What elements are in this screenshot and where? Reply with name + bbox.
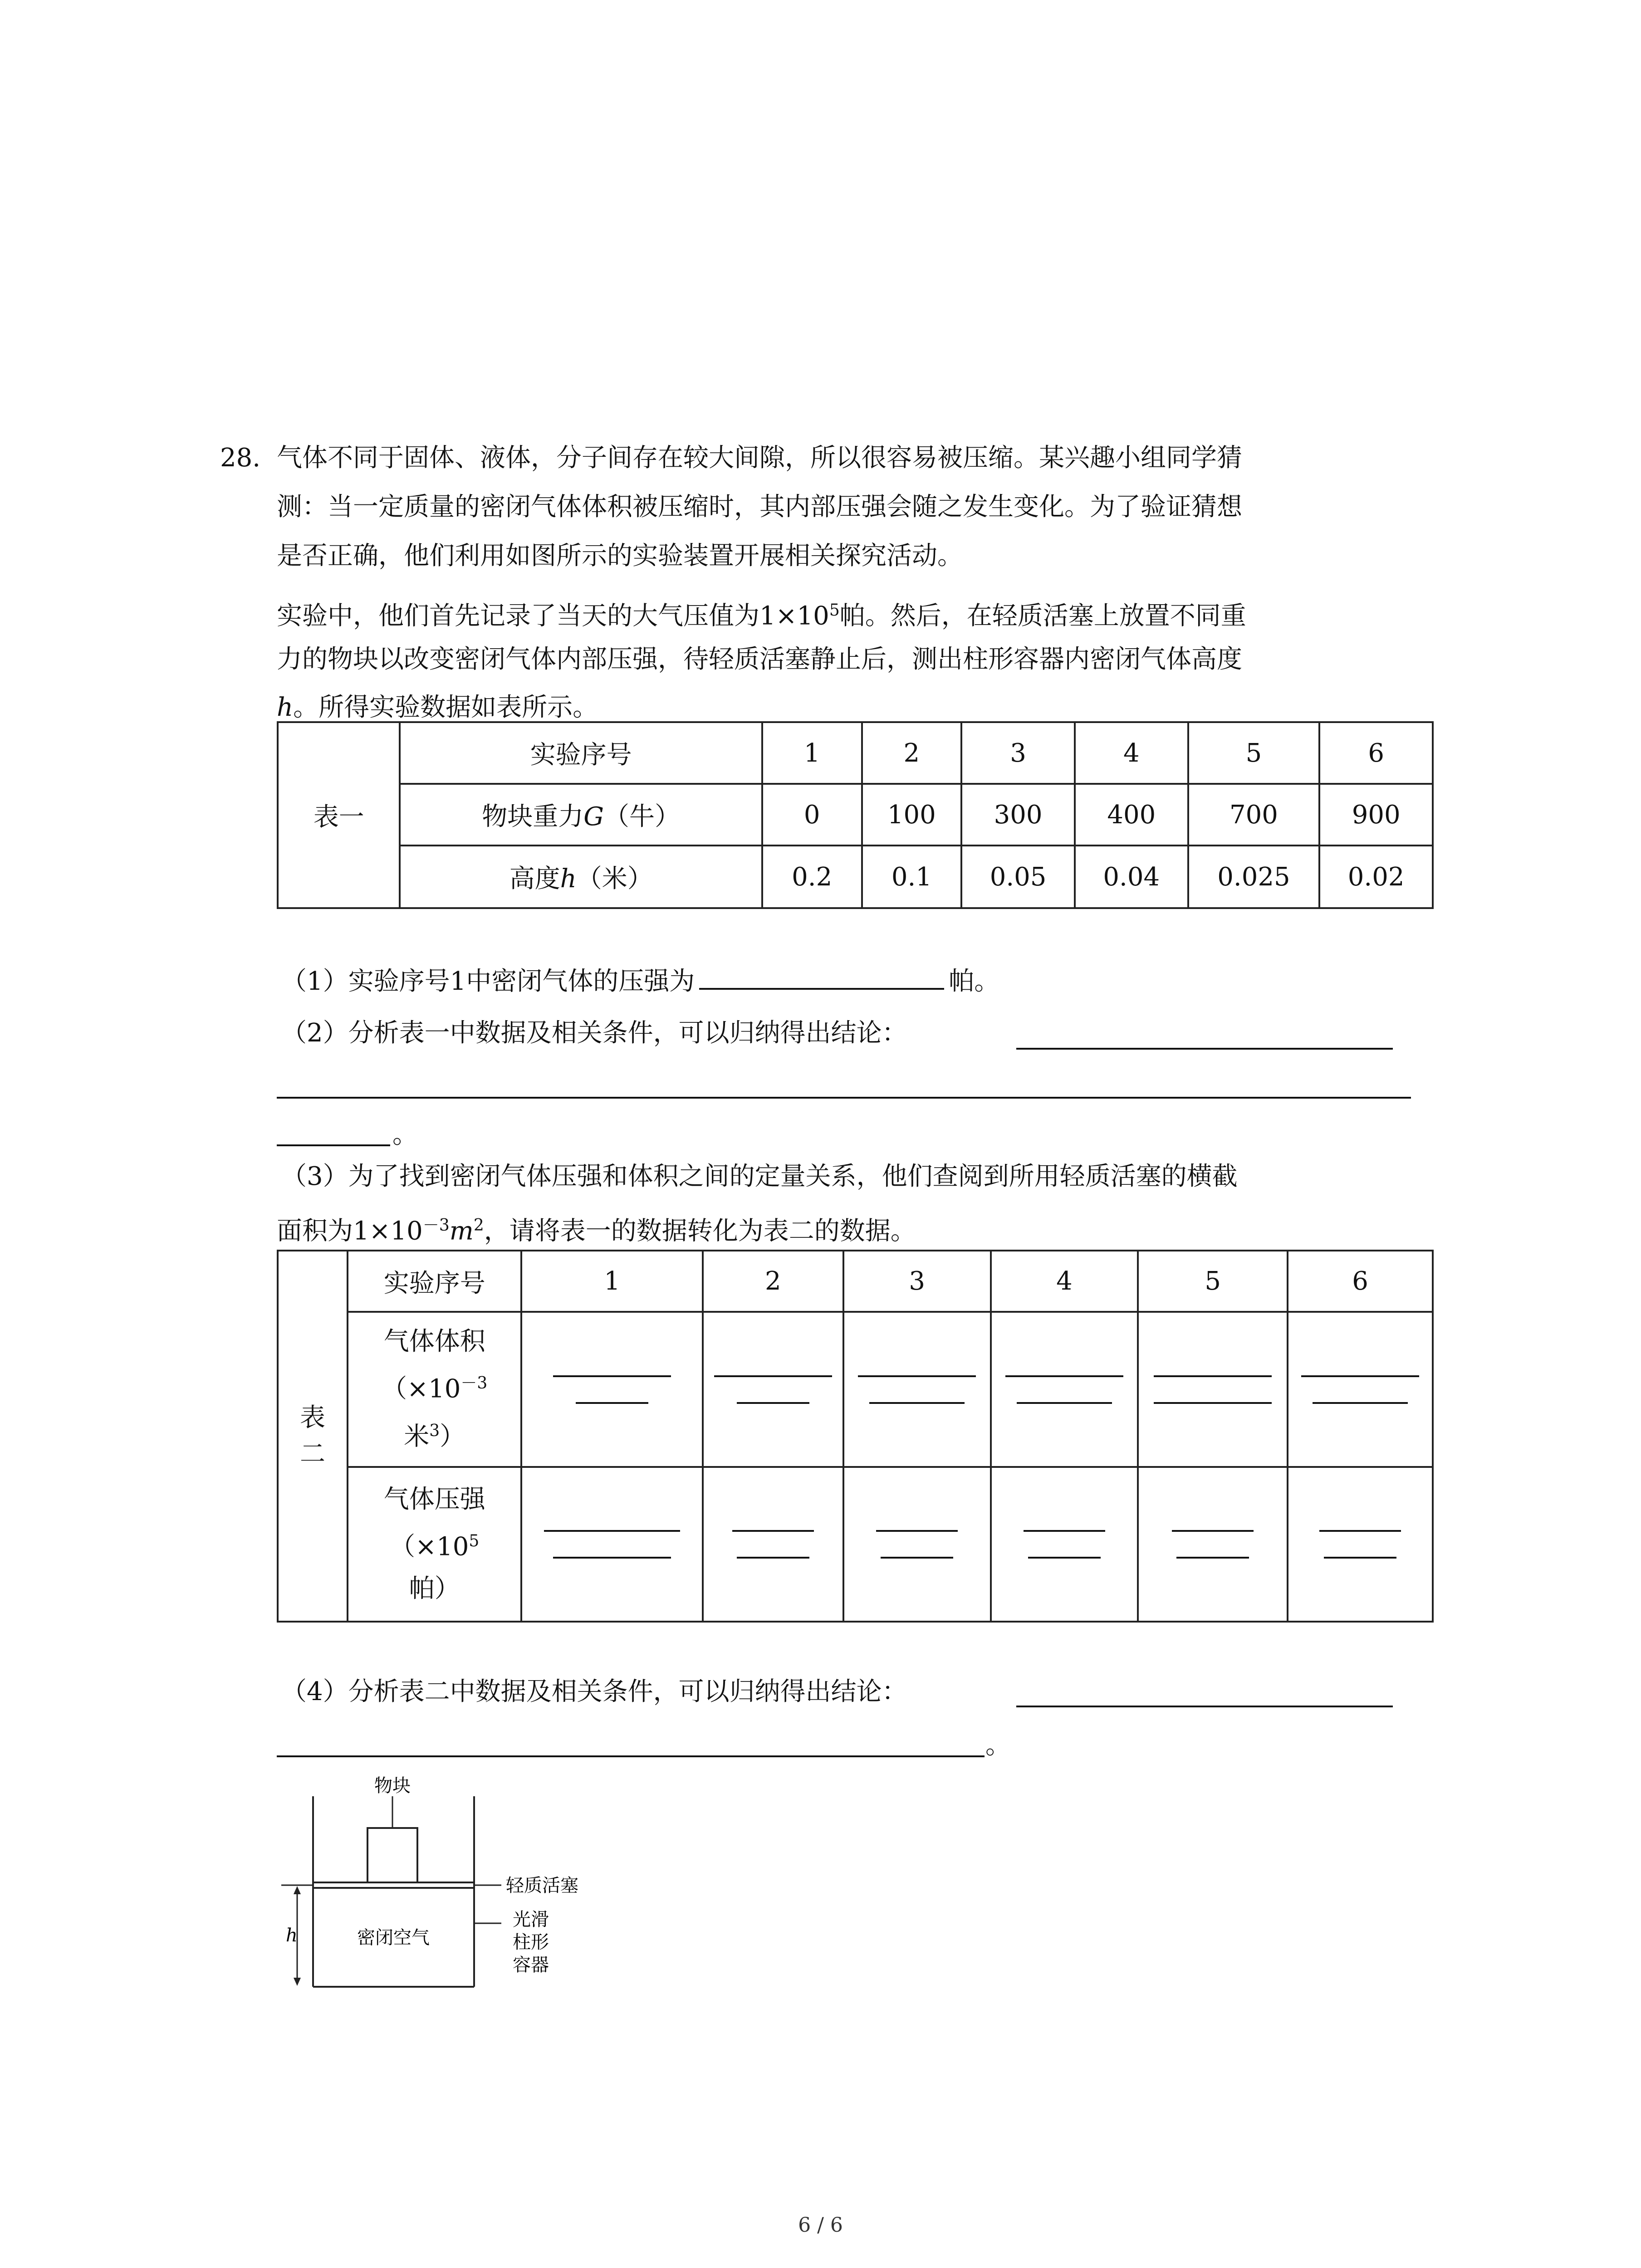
table-2-header: 实验序号	[348, 1251, 521, 1312]
sub-1-suffix: 帕。	[949, 967, 1000, 996]
table-1-trial: 5	[1188, 722, 1320, 784]
table-1-height: 0.2	[762, 846, 862, 908]
stem-line-4-sup: 5	[829, 601, 840, 620]
table-2-trial: 5	[1138, 1251, 1288, 1312]
weight-unit: （牛）	[604, 802, 681, 831]
pressure-label-2: （×10	[390, 1532, 469, 1562]
stem-line-3: 是否正确，他们利用如图所示的实验装置开展相关探究活动。	[277, 541, 963, 571]
volume-label-3-end: ）	[440, 1422, 465, 1452]
block-shape	[367, 1828, 417, 1882]
container-label-3: 容器	[513, 1955, 549, 1975]
sub-4-end: 。	[985, 1730, 1011, 1760]
table-1-height: 0.1	[862, 846, 962, 908]
pressure-answer-3[interactable]	[843, 1467, 991, 1622]
answer-blank-2c[interactable]	[277, 1144, 390, 1146]
container-label-2: 柱形	[513, 1932, 549, 1953]
pressure-answer-2[interactable]	[703, 1467, 843, 1622]
pressure-label-2-sup: 5	[469, 1532, 480, 1551]
volume-answer-3[interactable]	[843, 1312, 991, 1467]
stem-line-6-b: 。所得实验数据如表所示。	[293, 693, 598, 722]
sub-3-l2-a: 面积为1×10	[277, 1216, 423, 1246]
table-2-trial: 1	[521, 1251, 702, 1312]
table-2-pressure-label	[348, 1467, 521, 1622]
sub-question-3-line-2	[277, 1203, 916, 1254]
question-number: 28.	[220, 443, 261, 473]
table-1-label-height	[400, 846, 762, 908]
sub-3-l2-sup2: 2	[473, 1216, 484, 1235]
piston-label: 轻质活塞	[506, 1875, 578, 1896]
table-1-weight: 900	[1319, 784, 1433, 846]
var-h: h	[277, 693, 294, 722]
dim-arrow-up	[294, 1886, 301, 1894]
table-1-trial: 4	[1075, 722, 1188, 784]
pressure-label-3: 帕）	[409, 1574, 460, 1603]
table-1-weight: 400	[1075, 784, 1188, 846]
pressure-label-1: 气体压强	[383, 1485, 485, 1515]
table-1-weight: 100	[862, 784, 962, 846]
stem-line-2: 测：当一定质量的密闭气体体积被压缩时，其内部压强会随之发生变化。为了验证猜想	[277, 492, 1242, 522]
table-2-trial: 6	[1288, 1251, 1433, 1312]
table-1-height: 0.02	[1319, 846, 1433, 908]
volume-answer-5[interactable]	[1138, 1312, 1288, 1467]
answer-blank-4b[interactable]	[277, 1755, 985, 1757]
volume-label-2-sup: －3	[460, 1374, 488, 1393]
table-1-label-weight	[400, 784, 762, 846]
stem-line-4	[277, 588, 1246, 639]
dim-arrow-down	[294, 1978, 301, 1986]
table-1-trial: 1	[762, 722, 862, 784]
answer-blank-2a[interactable]	[1016, 1048, 1393, 1050]
table-2-volume-label	[348, 1312, 521, 1467]
table-1-weight: 0	[762, 784, 862, 846]
table-1-trial: 3	[961, 722, 1075, 784]
pressure-answer-1[interactable]	[521, 1467, 702, 1622]
page-number: 6 / 6	[798, 2214, 843, 2237]
table-2-trial: 2	[703, 1251, 843, 1312]
sub-question-3-line-1: （3）为了找到密闭气体压强和体积之间的定量关系，他们查阅到所用轻质活塞的横截	[281, 1162, 1238, 1191]
volume-answer-4[interactable]	[991, 1312, 1138, 1467]
pressure-answer-5[interactable]	[1138, 1467, 1288, 1622]
volume-label-1: 气体体积	[383, 1327, 485, 1357]
answer-blank-4a[interactable]	[1016, 1706, 1393, 1707]
var-g: G	[583, 802, 604, 831]
var-h: h	[560, 864, 577, 894]
apparatus-diagram	[272, 1769, 626, 2014]
table-2-title-2: 二	[300, 1439, 326, 1469]
height-unit: （米）	[576, 864, 653, 894]
table-1-label-trial: 实验序号	[400, 722, 762, 784]
table-1-title: 表一	[278, 722, 400, 908]
volume-answer-1[interactable]	[521, 1312, 702, 1467]
table-1	[277, 721, 1434, 909]
sub-question-1	[281, 956, 999, 1004]
volume-answer-2[interactable]	[703, 1312, 843, 1467]
pressure-answer-4[interactable]	[991, 1467, 1138, 1622]
table-1-height: 0.025	[1188, 846, 1320, 908]
air-label: 密闭空气	[357, 1927, 430, 1948]
volume-label-2: （×10	[382, 1374, 461, 1404]
volume-answer-6[interactable]	[1288, 1312, 1433, 1467]
sub-1-prefix: （1）实验序号1中密闭气体的压强为	[281, 967, 695, 996]
answer-blank-2b[interactable]	[277, 1097, 1411, 1099]
table-1-weight: 300	[961, 784, 1075, 846]
sub-question-4: （4）分析表二中数据及相关条件，可以归纳得出结论：	[281, 1677, 907, 1706]
volume-label-3: 米	[404, 1422, 430, 1452]
table-2-trial: 3	[843, 1251, 991, 1312]
table-1-weight: 700	[1188, 784, 1320, 846]
sub-2-end: 。	[392, 1120, 418, 1149]
sub-3-l2-b: ，请将表一的数据转化为表二的数据。	[484, 1216, 916, 1246]
pressure-answer-6[interactable]	[1288, 1467, 1433, 1622]
table-1-height: 0.05	[961, 846, 1075, 908]
answer-blank-1[interactable]	[699, 956, 944, 990]
table-2-title-1: 表	[300, 1403, 326, 1432]
stem-line-4-a: 实验中，他们首先记录了当天的大气压值为1×10	[277, 601, 829, 631]
table-2-title	[278, 1251, 348, 1622]
table-1-trial: 6	[1319, 722, 1433, 784]
block-label: 物块	[374, 1775, 411, 1796]
sub-question-2: （2）分析表一中数据及相关条件，可以归纳得出结论：	[281, 1018, 907, 1048]
container-label-1: 光滑	[513, 1909, 549, 1930]
sub-3-l2-sup: －3	[422, 1216, 450, 1235]
table-2-trial: 4	[991, 1251, 1138, 1312]
dim-h-label: h	[286, 1925, 298, 1946]
height-label: 高度	[509, 864, 560, 894]
stem-line-4-b: 帕。然后，在轻质活塞上放置不同重	[839, 601, 1246, 631]
table-2	[277, 1250, 1434, 1623]
stem-line-1: 气体不同于固体、液体，分子间存在较大间隙，所以很容易被压缩。某兴趣小组同学猜	[277, 443, 1242, 473]
table-1-trial: 2	[862, 722, 962, 784]
weight-label: 物块重力	[482, 802, 584, 831]
stem-line-5: 力的物块以改变密闭气体内部压强，待轻质活塞静止后，测出柱形容器内密闭气体高度	[277, 645, 1242, 674]
sub-3-l2-m: m	[449, 1216, 474, 1246]
table-1-height: 0.04	[1075, 846, 1188, 908]
volume-label-3-sup: 3	[429, 1422, 440, 1440]
